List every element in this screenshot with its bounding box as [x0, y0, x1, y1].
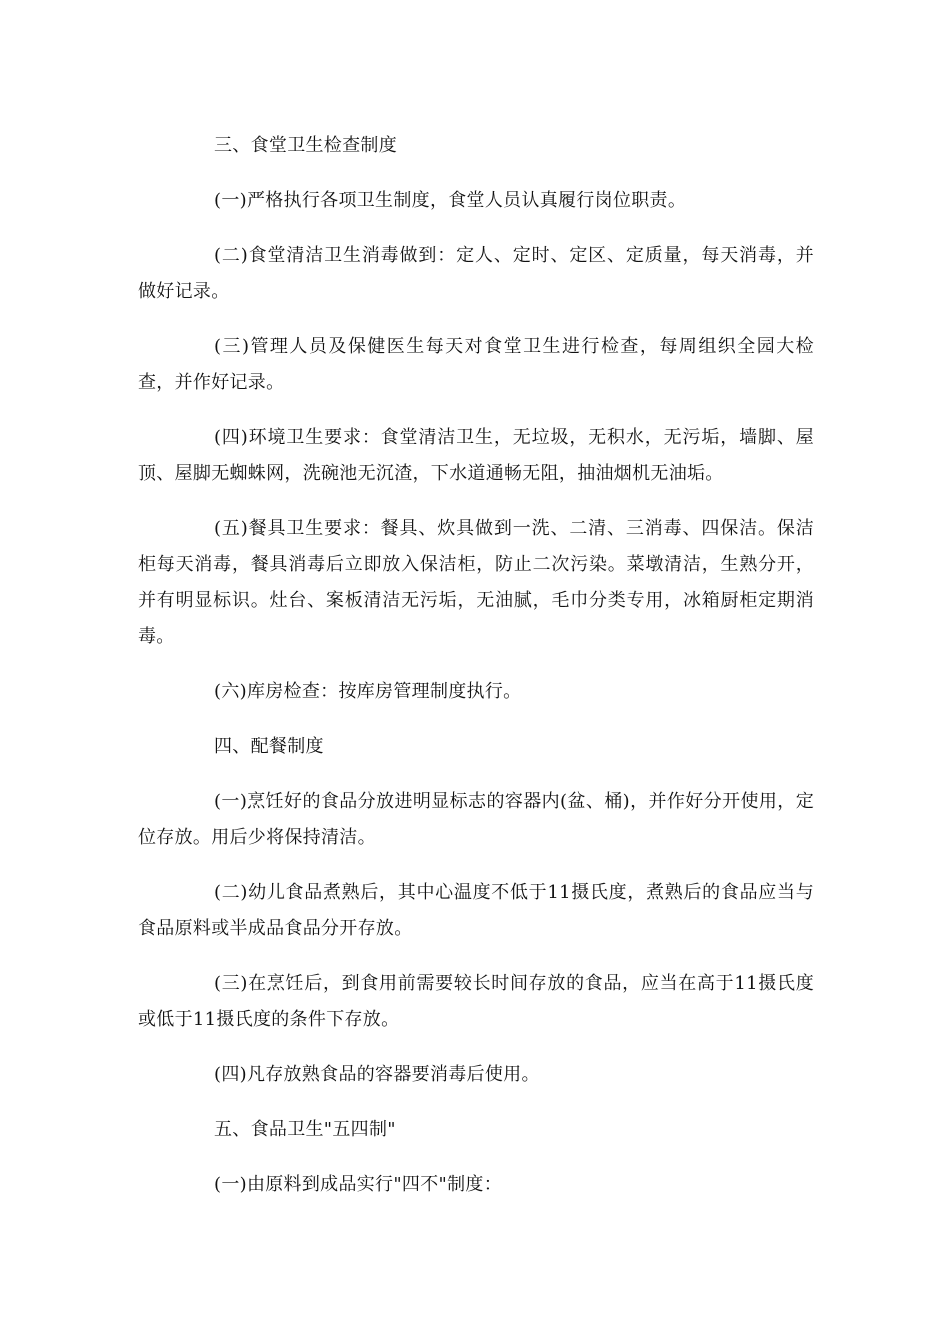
paragraph-inspection-2: (二)食堂清洁卫生消毒做到：定人、定时、定区、定质量，每天消毒，并做好记录。: [138, 245, 814, 302]
paragraph-meal-3: (三)在烹饪后，到食用前需要较长时间存放的食品，应当在高于11摄氏度或低于11摄氏度的条件下存放。: [138, 973, 814, 1030]
paragraph-hygiene-1: (一)由原料到成品实行"四不"制度：: [214, 1174, 503, 1195]
document-page: [138, 128, 814, 1222]
section-heading-food-hygiene: 五、食品卫生"五四制": [214, 1119, 396, 1140]
paragraph-meal-4: (四)凡存放熟食品的容器要消毒后使用。: [214, 1064, 540, 1085]
paragraph-meal-1: (一)烹饪好的食品分放进明显标志的容器内(盆、桶)，并作好分开使用，定位存放。用后少将保持清洁。: [138, 791, 814, 848]
paragraph-inspection-5: (五)餐具卫生要求：餐具、炊具做到一洗、二清、三消毒、四保洁。保洁柜每天消毒，餐具消毒后立即放入保洁柜，防止二次污染。菜墩清洁，生熟分开，并有明显标识。灶台、案板清洁无污垢，无油腻，毛巾分类专用，冰箱厨柜定期消毒。: [138, 518, 814, 647]
paragraph-meal-2: (二)幼儿食品煮熟后，其中心温度不低于11摄氏度，煮熟后的食品应当与食品原料或半成品食品分开存放。: [138, 882, 814, 939]
paragraph-inspection-4: (四)环境卫生要求：食堂清洁卫生，无垃圾，无积水，无污垢，墙脚、屋顶、屋脚无蜘蛛网，洗碗池无沉渣，下水道通畅无阻，抽油烟机无油垢。: [138, 427, 814, 484]
section-heading-meal-distribution: 四、配餐制度: [214, 736, 324, 757]
paragraph-inspection-3: (三)管理人员及保健医生每天对食堂卫生进行检查，每周组织全园大检查，并作好记录。: [138, 336, 814, 393]
section-heading-canteen-inspection: 三、食堂卫生检查制度: [214, 135, 397, 156]
paragraph-inspection-6: (六)库房检查：按库房管理制度执行。: [214, 681, 522, 702]
paragraph-inspection-1: (一)严格执行各项卫生制度，食堂人员认真履行岗位职责。: [214, 190, 687, 211]
